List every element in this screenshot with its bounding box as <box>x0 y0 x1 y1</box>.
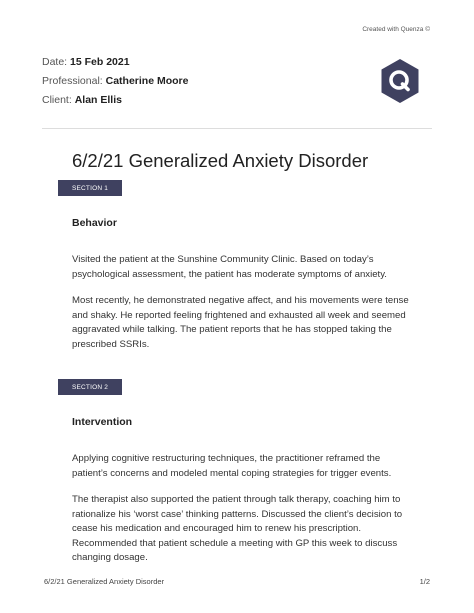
date-line <box>42 56 130 68</box>
section-2-paragraph-1 <box>72 452 412 481</box>
quenza-credit: Created with Quenza © <box>362 26 430 33</box>
date-value: 15 Feb 2021 <box>70 56 130 68</box>
professional-value: Catherine Moore <box>105 75 189 87</box>
section-2-heading: Intervention <box>72 416 133 428</box>
header-divider <box>42 128 432 129</box>
section-1-paragraph-2 <box>72 294 412 352</box>
paragraph-text: Most recently, he demonstrated negative affect, and his movements were tense and shaky. He reported feeling frightened and exhausted all week and seemed aggravated while talking. The patient reports that he has stopped taking the prescribed SSRIs. <box>72 295 409 350</box>
quenza-logo-icon <box>380 58 420 104</box>
footer-title: 6/2/21 Generalized Anxiety Disorder <box>44 577 165 586</box>
section-1-heading: Behavior <box>72 217 117 229</box>
section-2-paragraph-2 <box>72 493 412 566</box>
page-title: 6/2/21 Generalized Anxiety Disorder <box>72 150 369 171</box>
paragraph-text: Visited the patient at the Sunshine Community Clinic. Based on today’s psychological assessment, the patient has moderate symptoms of anxiety. <box>72 254 387 280</box>
page-number: 1/2 <box>419 577 430 586</box>
section-2-badge: SECTION 2 <box>58 379 122 395</box>
client-line <box>42 94 122 106</box>
paragraph-text: The therapist also supported the patient through talk therapy, coaching him to rationalize his ‘worst case’ thinking patterns. Discussed the client’s decision to cease his medication and encouraged him to renew his prescription. Recommended that patient schedule a meeting with GP this week to discuss changing dosage. <box>72 494 403 563</box>
date-label: Date: <box>42 56 68 68</box>
paragraph-text: Applying cognitive restructuring techniques, the practitioner reframed the patient’s concerns and modeled mental coping strategies for trigger events. <box>72 453 392 479</box>
client-value: Alan Ellis <box>74 94 122 106</box>
section-1-badge: SECTION 1 <box>58 180 122 196</box>
professional-label: Professional: <box>42 75 103 87</box>
professional-line <box>42 75 188 87</box>
client-label: Client: <box>42 94 72 106</box>
section-1-paragraph-1 <box>72 253 412 282</box>
